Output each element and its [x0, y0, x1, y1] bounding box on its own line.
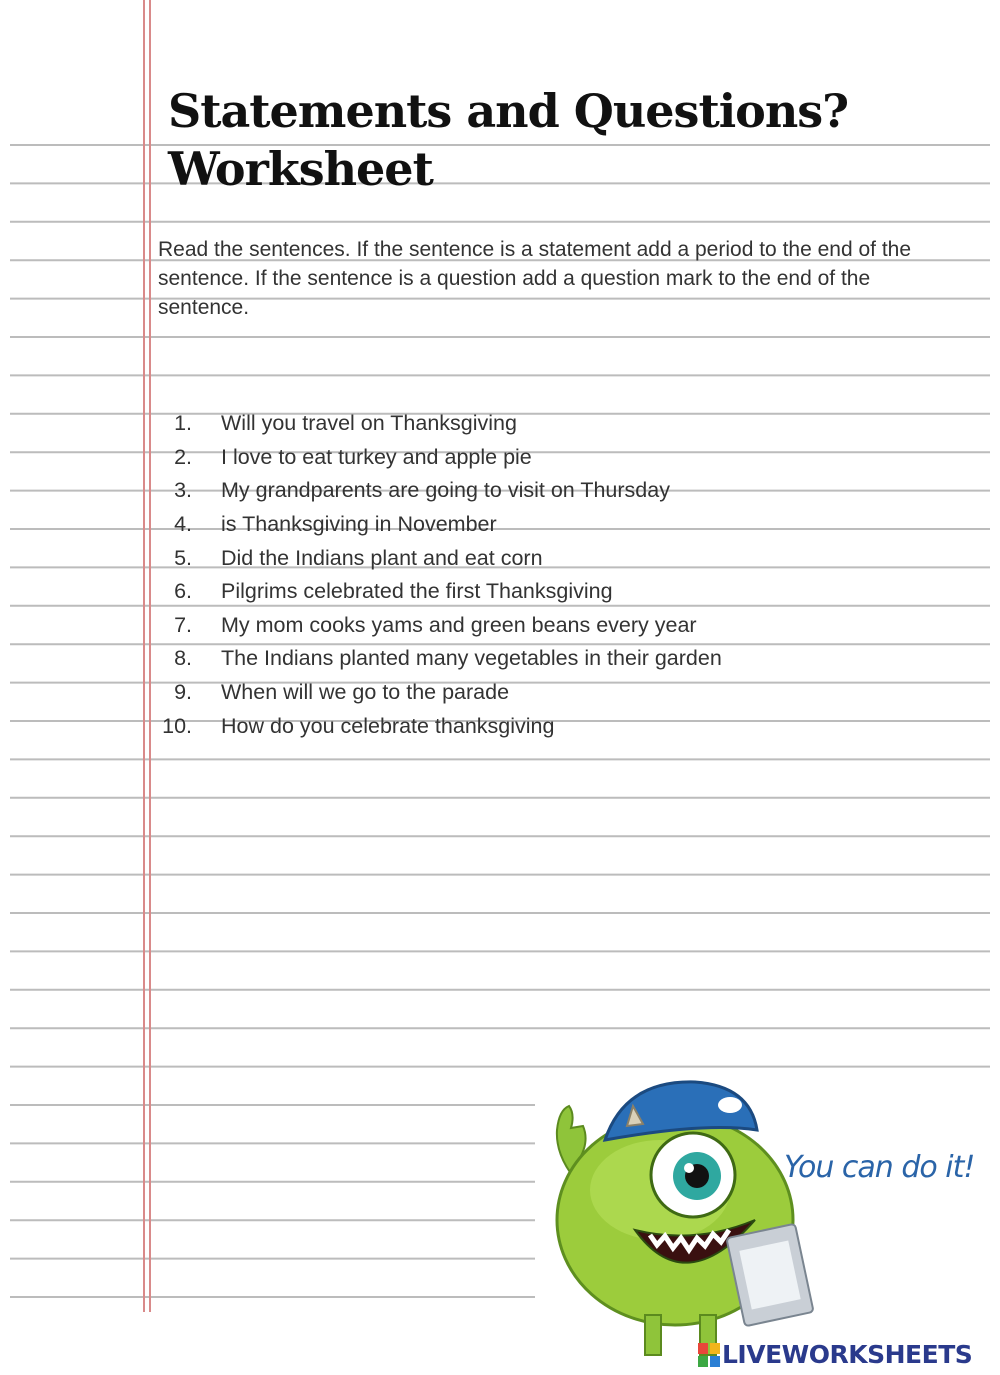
list-item — [150, 508, 722, 542]
item-number: 6. — [174, 579, 192, 604]
instructions-text: Read the sentences. If the sentence is a statement add a period to the end of the sentence. If the sentence is a question add a question mark to the end of the sentence. — [158, 238, 912, 319]
item-sentence[interactable]: My mom cooks yams and green beans every year — [221, 612, 697, 637]
list-item — [150, 474, 722, 508]
list-item — [150, 676, 722, 710]
item-sentence[interactable]: is Thanksgiving in November — [221, 512, 497, 537]
monster-mascot-icon — [525, 1070, 825, 1360]
item-sentence[interactable]: I love to eat turkey and apple pie — [221, 444, 532, 469]
brand-logo-text[interactable]: LIVEWORKSHEETS — [722, 1340, 973, 1369]
title-line-2: Worksheet — [168, 142, 433, 196]
encouragement-caption: You can do it! — [784, 1150, 975, 1185]
list-item — [150, 575, 722, 609]
list-item — [150, 709, 722, 743]
item-number: 9. — [174, 680, 192, 705]
worksheet-title — [168, 82, 848, 198]
item-sentence[interactable]: Pilgrims celebrated the first Thanksgiving — [221, 579, 613, 604]
liveworksheets-logo-icon — [698, 1343, 720, 1367]
item-number: 4. — [174, 512, 192, 537]
list-item — [150, 609, 722, 643]
item-number: 8. — [174, 646, 192, 671]
item-sentence[interactable]: The Indians planted many vegetables in their garden — [221, 646, 722, 671]
liveworksheets-branding — [698, 1340, 972, 1369]
item-number: 1. — [174, 411, 192, 436]
item-sentence[interactable]: My grandparents are going to visit on Thursday — [221, 478, 670, 503]
item-number: 5. — [174, 545, 192, 570]
list-item — [150, 441, 722, 475]
item-sentence[interactable]: Will you travel on Thanksgiving — [221, 411, 517, 436]
item-sentence[interactable]: How do you celebrate thanksgiving — [221, 713, 555, 738]
item-number: 7. — [174, 612, 192, 637]
item-number: 10. — [162, 713, 192, 738]
title-line-1: Statements and Questions? — [168, 84, 849, 138]
item-number: 3. — [174, 478, 192, 503]
item-sentence[interactable]: Did the Indians plant and eat corn — [221, 545, 543, 570]
sentence-list — [150, 407, 722, 743]
item-sentence[interactable]: When will we go to the parade — [221, 680, 510, 705]
list-item — [150, 407, 722, 441]
list-item — [150, 642, 722, 676]
item-number: 2. — [174, 444, 192, 469]
list-item — [150, 541, 722, 575]
